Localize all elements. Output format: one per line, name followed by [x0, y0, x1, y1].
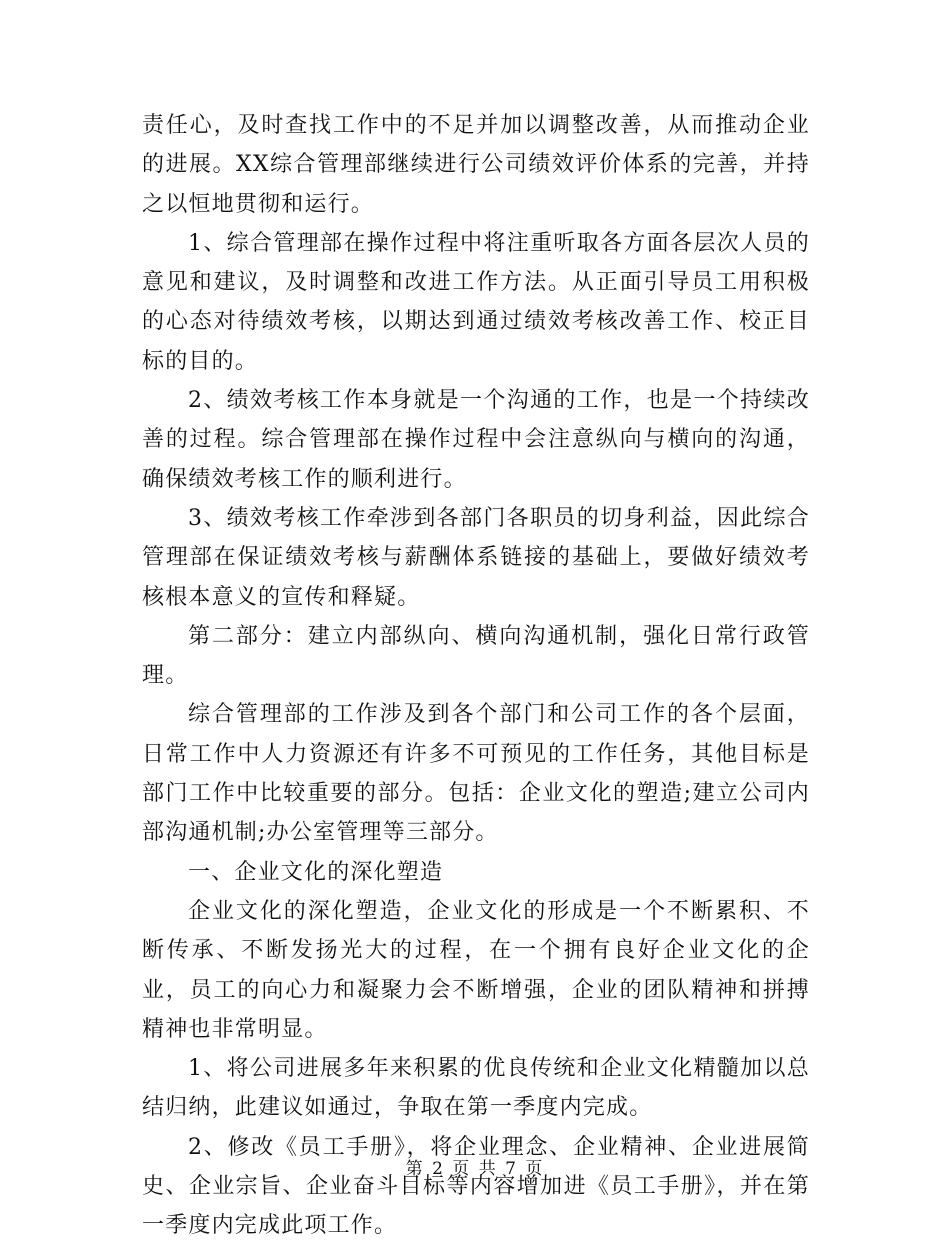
paragraph: 3、绩效考核工作牵涉到各部门各职员的切身利益，因此综合管理部在保证绩效考核与薪酬体系链接的基础上，要做好绩效考核根本意义的宣传和释疑。	[142, 505, 810, 610]
subsection-heading: 一、企业文化的深化塑造	[188, 859, 444, 885]
section-heading: 第二部分：建立内部纵向、横向沟通机制，强化日常行政管理。	[142, 623, 810, 689]
paragraph: 1、综合管理部在操作过程中将注重听取各方面各层次人员的意见和建议，及时调整和改进工作方法。从正面引导员工用积极的心态对待绩效考核，以期达到通过绩效考核改善工作、校正目标的目的。	[142, 230, 810, 374]
paragraph: 综合管理部的工作涉及到各个部门和公司工作的各个层面，日常工作中人力资源还有许多不可预见的工作任务，其他目标是部门工作中比较重要的部分。包括：企业文化的塑造;建立公司内部沟通机制;办公室管理等三部分。	[142, 702, 810, 846]
paragraph: 2、修改《员工手册》，将企业理念、企业精神、企业进展简史、企业宗旨、企业奋斗目标等内容增加进《员工手册》，并在第一季度内完成此项工作。	[142, 1134, 810, 1239]
paragraph: 责任心，及时查找工作中的不足并加以调整改善，从而推动企业的进展。XX综合管理部继续进行公司绩效评价体系的完善，并持之以恒地贯彻和运行。	[142, 113, 810, 217]
paragraph: 企业文化的深化塑造，企业文化的形成是一个不断累积、不断传承、不断发扬光大的过程，在一个拥有良好企业文化的企业，员工的向心力和凝聚力会不断增强，企业的团队精神和拼搏精神也非常明显。	[142, 898, 810, 1042]
document-body	[142, 106, 810, 1246]
paragraph: 1、将公司进展多年来积累的优良传统和企业文化精髓加以总结归纳，此建议如通过，争取在第一季度内完成。	[142, 1056, 810, 1121]
page-number-footer: 第 2 页 共 7 页	[405, 1159, 545, 1179]
paragraph: 2、绩效考核工作本身就是一个沟通的工作，也是一个持续改善的过程。综合管理部在操作过程中会注意纵向与横向的沟通，确保绩效考核工作的顺利进行。	[142, 388, 810, 492]
